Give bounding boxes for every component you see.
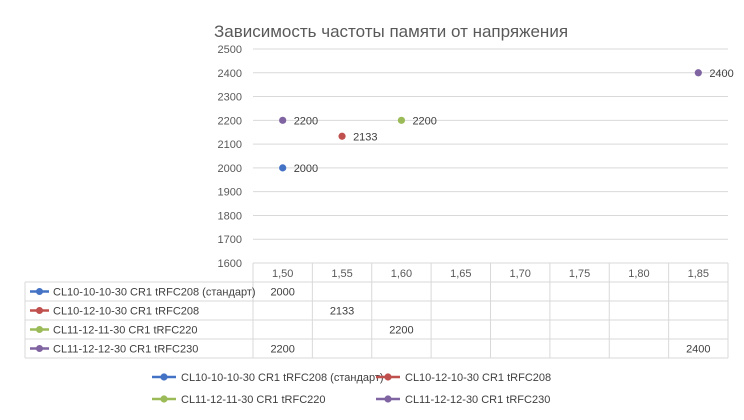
table-cell-value: 2200 — [270, 343, 295, 356]
legend-entry-label: CL10-12-10-30 CR1 tRFC208 — [405, 372, 552, 384]
gridlines — [253, 49, 728, 263]
y-tick-label: 2400 — [217, 67, 242, 80]
data-label: 2200 — [293, 115, 319, 128]
data-point — [398, 117, 405, 124]
table-legend-key-marker — [36, 326, 43, 333]
y-tick-label: 2100 — [217, 139, 242, 152]
data-points — [279, 68, 734, 175]
table-series-name: CL11-12-12-30 CR1 tRFC230 — [53, 343, 199, 356]
legend-key-marker — [384, 395, 391, 402]
data-label: 2200 — [412, 115, 437, 128]
x-category-label: 1,85 — [687, 268, 710, 280]
x-category-label: 1,80 — [628, 268, 650, 280]
table-series-name: CL10-10-10-30 CR1 tRFC208 (стандарт) — [53, 286, 256, 299]
y-tick-label: 2200 — [217, 115, 242, 128]
data-point — [338, 133, 345, 140]
data-point — [695, 69, 702, 76]
y-tick-label: 1800 — [217, 210, 242, 223]
table-series-name: CL10-12-10-30 CR1 tRFC208 — [53, 305, 200, 318]
legend — [152, 372, 551, 406]
x-category-label: 1,75 — [568, 268, 591, 280]
data-label: 2400 — [709, 67, 734, 80]
x-category-label: 1,50 — [271, 268, 294, 280]
legend-entry-label: CL11-12-11-30 CR1 tRFC220 — [181, 394, 326, 406]
y-tick-label: 2000 — [217, 162, 242, 175]
x-category-label: 1,55 — [331, 268, 353, 280]
table-series-name: CL11-12-11-30 CR1 tRFC220 — [53, 324, 198, 337]
chart-title: Зависимость частоты памяти от напряжения — [213, 22, 569, 41]
legend-entry-label: CL10-10-10-30 CR1 tRFC208 (стандарт) — [181, 372, 384, 384]
x-category-label: 1,60 — [390, 268, 413, 280]
legend-key-marker — [160, 373, 167, 380]
data-label: 2000 — [293, 162, 319, 175]
data-label: 2133 — [353, 131, 378, 144]
y-tick-label: 1900 — [217, 186, 242, 199]
table-legend-key-marker — [36, 307, 43, 314]
x-category-label: 1,70 — [509, 268, 531, 280]
table-cell-value: 2000 — [270, 286, 295, 299]
legend-key-marker — [384, 373, 391, 380]
table-cell-value: 2400 — [686, 343, 711, 356]
data-point — [279, 117, 286, 124]
y-tick-label: 2500 — [217, 44, 242, 56]
data-point — [279, 164, 286, 171]
table-cell-value: 2200 — [389, 324, 414, 337]
table-legend-key-marker — [36, 288, 43, 295]
y-tick-label: 2300 — [217, 91, 242, 104]
table-cell-value: 2133 — [329, 305, 355, 318]
table-legend-key-marker — [36, 345, 43, 352]
data-table — [25, 263, 728, 358]
y-axis-tick-labels — [218, 44, 242, 270]
y-tick-label: 1700 — [217, 234, 242, 247]
x-category-label: 1,65 — [450, 268, 472, 280]
legend-key-marker — [160, 395, 167, 402]
y-tick-label: 1600 — [217, 258, 242, 270]
legend-entry-label: CL11-12-12-30 CR1 tRFC230 — [405, 394, 551, 406]
